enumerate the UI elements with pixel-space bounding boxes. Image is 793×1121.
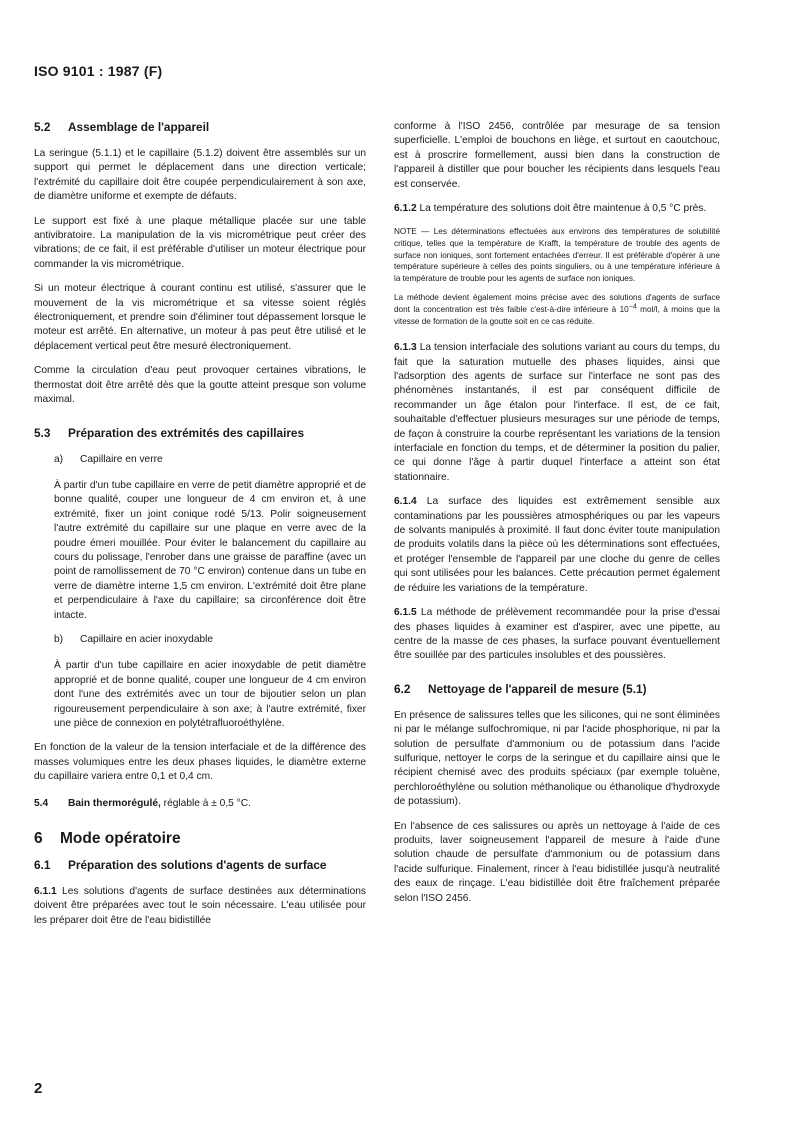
note: NOTE — Les déterminations effectuées aux environs des températures de solubilité critique, telles que la température de Krafft, la température de trouble des agents de surface non ioniques, sont fortement entachées d'erreur. Il est préférable d'opérer à une température supérieure à celles des points singuliers, ou à une température inférieure à la température de trouble pour les agents de surface non ioniques. — [394, 227, 720, 283]
paragraph: En fonction de la valeur de la tension interfaciale et de la différence des masses volumiques entre les deux phases liquides, le diamètre externe du capillaire variera entre 0,1 et 0,4 cm. — [34, 742, 366, 783]
subsection-b-heading: b) Capillaire en acier inoxydable — [54, 633, 214, 645]
paragraph: 6.1.4 La surface des liquides est extrêmement sensible aux contaminations par les poussières atmosphériques ou par les vapeurs de solvants manipulés à proximité. Il faut donc éviter toute manipulation de produits volatils dans la pièce où les déterminations sont effectuées, et protéger l'ensemble de l'appareil par une cloche du genre de celles qui sont utilisées pour les balances. Cette précaution permet également de réduire les variations de la température. — [394, 496, 720, 594]
paragraph: À partir d'un tube capillaire en acier inoxydable de petit diamètre approprié et de bonne qualité, couper une longueur de 4 cm environ dont l'une des extrémités avec un tour de bijoutier selon un plan rigoureusement perpendiculaire à son axe; à l'autre extrémité, fixer une pièce de connexion en polytétrafluoroéthylène. — [54, 660, 366, 729]
left-column — [34, 120, 366, 938]
paragraph: Le support est fixé à une plaque métallique placée sur une table antivibratoire. La manipulation de la vis micrométrique peut créer des vibrations; de ce fait, il est préférable d'utiliser un moteur électrique pour commander la vis micrométrique. — [34, 215, 366, 270]
paragraph: 6.1.5 La méthode de prélèvement recommandée pour la prise d'essai des phases liquides à examiner est d'aspirer, avec une pipette, au centre de la masse de ces phases, la surface pouvant éventuellement être souillée par des particules insolubles et des poussières. — [394, 607, 720, 662]
right-column — [394, 120, 720, 916]
paragraph: Si un moteur électrique à courant continu est utilisé, s'assurer que le mouvement de la vis micrométrique et sa vitesse soient réglés électroniquement, et prendre soin d'éliminer tout dépassement lorsque le moteur est arrêté. En alternative, un moteur à pas peut être utilisé et le déplacement vertical peut être mesuré électroniquement. — [34, 283, 366, 352]
paragraph: 6.1.2 La température des solutions doit être maintenue à 0,5 °C près. — [394, 203, 707, 215]
paragraph: Comme la circulation d'eau peut provoquer certaines vibrations, le thermostat doit être arrêté dès que la goutte atteint presque son volume maximal. — [34, 365, 366, 406]
page-number: 2 — [34, 1080, 43, 1097]
section-6-1-heading: 6.1 Préparation des solutions d'agents de surface — [34, 858, 327, 873]
paragraph: En l'absence de ces salissures ou après un nettoyage à l'aide de ces produits, laver soigneusement l'appareil de mesure à l'aide d'une solution chaude de persulfate d'ammonium ou de potassium dans l'acide sulfurique. Finalement, rincer à l'eau bidistillée jusqu'à neutralité des eaux de rinçage. L'eau bidistillée doit être fraîchement préparée selon l'ISO 2456. — [394, 820, 720, 904]
paragraph: 6.1.1 Les solutions d'agents de surface destinées aux déterminations doivent être préparées avec tout le soin nécessaire. L'eau utilisée pour les préparer doit être de l'eau bidistillée — [34, 886, 366, 926]
paragraph: La seringue (5.1.1) et le capillaire (5.1.2) doivent être assemblés sur un support qui permet le déplacement dans une direction verticale; l'extrémité du capillaire doit être coupée perpendiculairement à son axe, de diamètre uniforme et exempte de défauts. — [34, 148, 366, 203]
subsection-a-heading: a) Capillaire en verre — [54, 453, 163, 465]
paragraph: En présence de salissures telles que les silicones, qui ne sont éliminées ni par le mélange sulfochromique, ni par l'acide phosphorique, ni par la solution de persulfate d'ammonium ou de potassium dans l'acide sulfurique, nettoyer le corps de la seringue et du capillaire ainsi que le récipient chemisé avec des produits spéciaux (par exemple toluène, perchloroéthylène ou solution méthanolique ou éthanolique d'hydroxyde de potassium). — [394, 709, 720, 808]
section-5-3-heading: 5.3 Préparation des extrémités des capillaires — [34, 425, 305, 440]
note: La méthode devient également moins précise avec des solutions d'agents de surface dont la concentration est très faible c'est-à-dire inférieure à $10^{-4}$ mol/l, à moins que la vitesse de formation de la goutte soit en ce cas réduite. — [394, 293, 720, 326]
section-5-2-heading: 5.2 Assemblage de l'appareil — [34, 120, 210, 134]
section-5-4: 5.4 Bain thermorégulé, réglable à ± 0,5 °C. — [34, 797, 251, 809]
paragraph: 6.1.3 La tension interfaciale des solutions variant au cours du temps, du fait que la saturation mutuelle des phases liquides, ainsi que l'adsorption des agents de surface sur l'interface ne sont pas des phénomènes instantanés, il est par conséquent difficile de recommander un âge étalon pour l'interface. Il est, de ce fait, souhaitable d'effectuer plusieurs mesurages sur une période de temps, de façon à construire la courbe représentant les variations de la tension interfaciale en fonction du temps, et de déterminer la position du palier, ce qui donne l'âge à partir duquel l'interface a atteint son état stationnaire. — [394, 342, 720, 483]
section-6-2-heading: 6.2 Nettoyage de l'appareil de mesure (5.1) — [394, 681, 647, 696]
paragraph: À partir d'un tube capillaire en verre de petit diamètre approprié et de bonne qualité, couper une longueur de 4 cm environ et, à une extrémité, fixer un joint conique rodé 5/13. Polir soigneusement l'autre extrémité du capillaire sur une plaque en verre avec de la poudre émeri mouillée. Pour éviter le balancement du capillaire au cours du polissage, l'enrober dans une graisse de paraffine (avec un point de ramollissement de 70 °C environ) contenue dans un tube en verre de diamètre interne 1,5 cm environ. L'extrémité doit être plane et perpendiculaire à l'axe du capillaire; sa circonférence doit être intacte. — [54, 479, 366, 621]
section-6-heading: 6 Mode opératoire — [34, 830, 181, 848]
paragraph: conforme à l'ISO 2456, contrôlée par mesurage de sa tension superficielle. L'emploi de bouchons en liège, et surtout en caoutchouc, est à proscrire formellement, aussi bien dans la construction de l'appareil à distiller que pour boucher les récipients dans lesquels l'eau est conservée. — [394, 121, 720, 190]
page-header: ISO 9101 : 1987 (F) — [34, 63, 163, 79]
